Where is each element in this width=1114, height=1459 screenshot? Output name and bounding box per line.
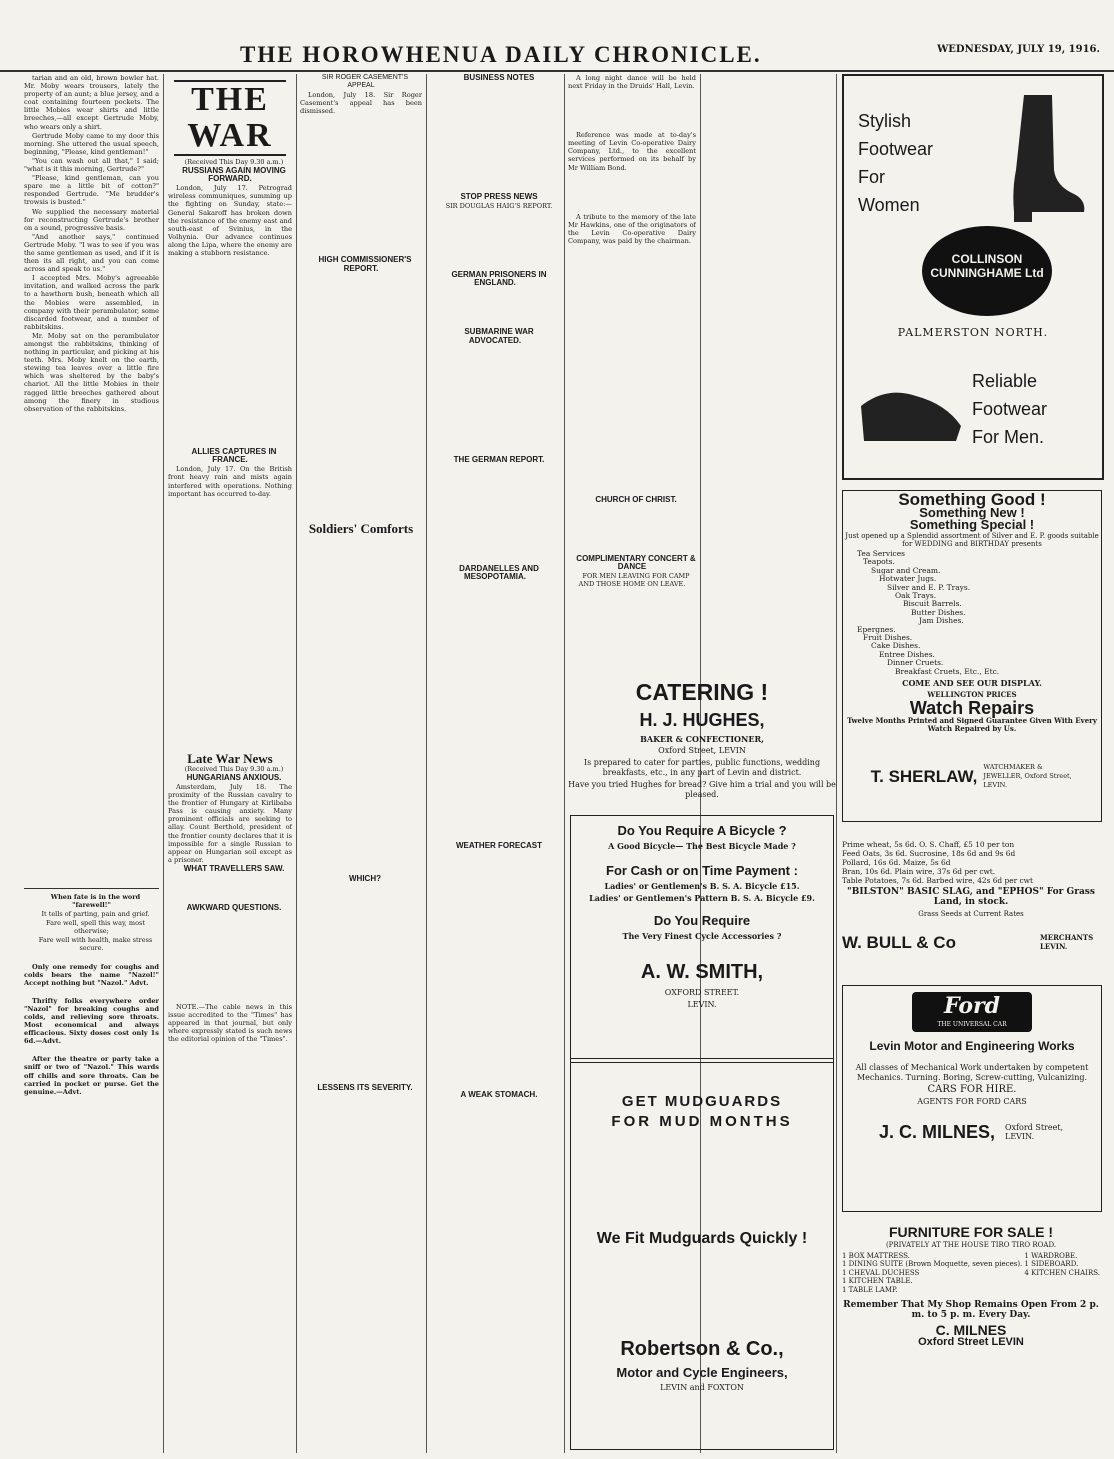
ad-heading: CATERING ! — [635, 679, 769, 705]
poem-line: Fare well with health, make stress secure. — [38, 936, 153, 953]
ad-heading: Something Good ! — [898, 490, 1046, 509]
column-rule — [564, 74, 565, 1453]
ad-price: Ladies' or Gentlemen's Pattern B. S. A. Bicycle £9. — [589, 893, 815, 903]
furniture-list — [842, 1252, 1100, 1294]
ad-heading: Women — [858, 195, 920, 215]
product-item: Biscuit Barrels. — [903, 599, 962, 609]
furniture-item: 1 TABLE LAMP. — [842, 1285, 898, 1294]
ad-signature: J. C. MILNES, Oxford Street, LEVIN. — [878, 1121, 1064, 1142]
ad-signature: W. BULL & Co MERCHANTS LEVIN. — [842, 932, 1094, 952]
section-heading: HUNGARIANS ANXIOUS. — [186, 772, 282, 782]
section-heading: A WEAK STOMACH. — [460, 1090, 538, 1100]
product-item: Jam Dishes. — [919, 616, 964, 626]
ad-heading: Reliable — [972, 371, 1038, 391]
news-paragraph: London, July 17. On the British front heavy rain and mists again interfered with operations. Nothing important has occurred to-day. — [168, 465, 292, 498]
furniture-item: 1 KITCHEN TABLE. — [842, 1277, 913, 1286]
ad-call: WELLINGTON PRICES — [927, 690, 1017, 700]
ad-heading: Levin Motor and Engineering Works — [869, 1039, 1075, 1053]
column-classifieds — [568, 74, 696, 674]
editorial-note: NOTE.—The cable news in this issue accredited to the "Times" has appeared in that journal, but only where expressly stated is such news the editorial opinion of the "Times". — [168, 1003, 292, 1044]
story-paragraph: "You can wash out all that," I said; "what is it this morning, Gertrude?" — [24, 156, 159, 174]
section-heading: THE GERMAN REPORT. — [453, 454, 545, 464]
classified-item: A tribute to the memory of the late Mr Hawkins, one of the originators of the Levin Co-operative Dairy Company, was paid by the chairman. — [568, 212, 696, 245]
section-heading: AWKWARD QUESTIONS. — [186, 903, 282, 912]
ad-address: LEVIN and FOXTON — [660, 1383, 744, 1392]
ad-body: Have you tried Hughes for bread? Give him a trial and you will be pleased. — [568, 780, 836, 799]
price-row: Prime wheat, 5s 6d. O. S. Chaff, £5 10 per ton — [842, 840, 1015, 849]
section-heading: CHURCH OF CHRIST. — [595, 495, 677, 505]
ad-call: COME AND SEE OUR DISPLAY. — [902, 678, 1042, 689]
ad-subheading: The Very Finest Cycle Accessories ? — [622, 931, 782, 941]
ad-address: LEVIN. — [687, 1000, 717, 1009]
ford-logo: Ford THE UNIVERSAL CAR — [912, 992, 1032, 1032]
brand-city: PALMERSTON NORTH. — [897, 326, 1049, 339]
poem-line: When fate is in the word "farewell!" — [50, 892, 141, 909]
soldiers-comforts-heading: Soldiers' Comforts — [308, 520, 414, 536]
ad-body: Just opened up a Splendid assortment of Silver and E. P. goods suitable for WEDDING and BIRTHDAY presents — [845, 532, 1099, 548]
price-row: Bran, 10s 6d. Plain wire, 37s 6d per cwt. — [842, 867, 996, 876]
ad-heading: Watch Repairs — [909, 698, 1035, 719]
ad-heading: Footwear — [858, 139, 934, 159]
furniture-item: 1 SIDEBOARD. — [1024, 1260, 1079, 1269]
story-paragraph: Gertrude Moby came to my door this morning. She uttered the usual speech, beginning, "Please, kind gentleman!" — [24, 131, 159, 156]
section-heading: SUBMARINE WAR ADVOCATED. — [464, 327, 534, 345]
ad-business-name: Robertson & Co., — [620, 1338, 784, 1360]
story-paragraph: tarian and an old, brown bowler hat. Mr. Moby wears trousers, lately the property of an aunt; a blue jersey, and a coat containing fourteen pockets. The little Mobies wear shirts and little breeches,—all except Gertrude Moby, who wears only a shirt. — [24, 74, 159, 131]
poem-line: It tells of parting, pain and grief. — [41, 910, 150, 919]
furniture-advert — [842, 1225, 1100, 1450]
section-heading: BUSINESS NOTES — [463, 74, 535, 82]
ad-address: OXFORD STREET. — [664, 988, 740, 997]
section-heading: SIR ROGER CASEMENT'S APPEAL — [321, 74, 409, 90]
section-heading: DARDANELLES AND MESOPOTAMIA. — [459, 563, 539, 581]
ad-price: Ladies' or Gentlemen's B. S. A. Bicycle £15. — [604, 881, 800, 891]
ad-subheading: A Good Bicycle— The Best Bicycle Made ? — [608, 841, 796, 851]
advert-text: After the theatre or party take a sniff or two of "Nazol." This wards off chills and sore throats. Can be carried in pocket or purse. Get the genuine.—Advt. — [24, 1055, 159, 1096]
section-heading: ALLIES CAPTURES IN FRANCE. — [191, 447, 277, 465]
section-heading: WHAT TRAVELLERS SAW. — [183, 863, 285, 873]
furniture-item: 1 BOX MATTRESS. — [842, 1252, 910, 1260]
poem-line: Fare well, spell this way, most otherwise; — [46, 919, 145, 936]
section-heading: GERMAN PRISONERS IN ENGLAND. — [451, 270, 547, 288]
product-item: Tea Services — [857, 549, 905, 558]
ad-heading: FOR MUD MONTHS — [611, 1113, 793, 1130]
story-paragraph: We supplied the necessary material for reconstructing Gertrude's brother on a sound, progressive basis. — [24, 207, 159, 232]
concert-subheading: FOR MEN LEAVING FOR CAMP AND THOSE HOME ON LEAVE. — [578, 572, 690, 589]
bicycle-advert — [570, 815, 834, 1063]
product-item: Teapots. — [863, 557, 895, 567]
news-paragraph: London, July 17. Petrograd wireless communiques, summing up the fighting on Sunday, state:—General Sakaroff has broken down the resistance of the enemy east and south-east of Svinius, in the Volhynia. Our advance continues along the Lipa, where the enemy are making a stubborn resistance. — [168, 184, 292, 258]
ad-body: All classes of Mechanical Work undertaken by competent Mechanics. Turning. Boring, Screw-cutting, Vulcanizing. — [855, 1063, 1089, 1082]
shoe-icon — [856, 366, 966, 456]
news-paragraph: London, July 18. Sir Roger Casement's appeal has been dismissed. — [300, 91, 422, 116]
ad-body: AGENTS FOR FORD CARS — [917, 1097, 1027, 1106]
product-item: Epergnes. — [857, 624, 896, 634]
product-item: Silver and E. P. Trays. — [887, 582, 971, 592]
furniture-item: 4 KITCHEN CHAIRS. — [1024, 1268, 1100, 1277]
ad-signature: T. SHERLAW, WATCHMAKER & JEWELLER, Oxford Street, LEVIN. — [870, 763, 1072, 790]
ad-trade: BAKER & CONFECTIONER, — [640, 734, 764, 744]
ad-business-name: H. J. HUGHES, — [639, 710, 765, 730]
story-paragraph: I accepted Mrs. Moby's agreeable invitation, and walked across the park to a hawthorn bush, beneath which all the Mobies were assembled, in company with their perambulator, some discarded footwear, and a number of rabbitskins. — [24, 274, 159, 331]
ad-body: CARS FOR HIRE. — [927, 1084, 1017, 1095]
ad-heading: Do You Require — [653, 913, 751, 928]
issue-date: WEDNESDAY, JULY 19, 1916. — [937, 44, 1100, 55]
advert-text: Only one remedy for coughs and colds bears the name "Nazol!" Accept nothing but "Nazol." Advt. — [24, 962, 159, 987]
catering-advert — [568, 675, 836, 810]
column-war-news — [168, 74, 292, 1453]
product-item: Sugar and Cream. — [871, 565, 941, 575]
ad-heading: Something New ! — [919, 505, 1025, 520]
ad-heading: FURNITURE FOR SALE ! — [888, 1224, 1054, 1240]
motor-works-advert — [842, 985, 1102, 1212]
product-item: Oak Trays. — [895, 591, 937, 601]
ad-body: Twelve Months Printed and Signed Guarantee Given With Every Watch Repaired by Us. — [847, 716, 1097, 734]
furniture-item: 1 CHEVAL DUCHESS — [842, 1268, 920, 1277]
price-row: Table Potatoes, 7s 6d. Barbed wire, 42s 6d per cwt — [842, 876, 1033, 885]
late-war-news-heading: Late War News — [187, 750, 273, 766]
ad-heading: GET MUDGUARDS — [621, 1093, 783, 1110]
section-heading: STOP PRESS NEWS — [460, 192, 538, 202]
price-row: Pollard, 16s 6d. Maize, 5s 6d — [842, 858, 951, 867]
brand-logo: COLLINSON CUNNINGHAME Ltd — [922, 226, 1052, 316]
ad-heading: For Cash or on Time Payment : — [606, 863, 798, 878]
ad-business-name: C. MILNES — [935, 1322, 1007, 1339]
price-list — [842, 840, 1100, 885]
classified-item: Reference was made at to-day's meeting of Levin Co-operative Dairy Company, Ltd., to the excellent services performed on its behalf by Mr William Bond. — [568, 131, 696, 172]
ad-trade: Motor and Cycle Engineers, — [616, 1365, 788, 1380]
ad-heading: For Men. — [972, 427, 1045, 447]
advert-text: Thrifty folks everywhere order "Nazol" for breaking coughs and colds, and relieving sore throats. Most economical and always efficacious. Sixty doses cost only 1s 6d.—Advt. — [24, 996, 159, 1046]
concert-heading: COMPLIMENTARY CONCERT & DANCE — [576, 554, 696, 572]
ad-heading: Do You Require A Bicycle ? — [617, 823, 787, 838]
product-item: Dinner Cruets. — [887, 658, 944, 668]
product-item: Breakfast Cruets, Etc., Etc. — [895, 666, 1000, 676]
footwear-advert — [842, 74, 1104, 480]
column-news — [300, 74, 422, 1453]
furniture-item: 1 WARDROBE. — [1024, 1252, 1078, 1260]
column-business — [430, 74, 560, 1453]
ad-heading: Footwear — [972, 399, 1048, 419]
product-list — [843, 550, 1101, 676]
ad-body: Remember That My Shop Remains Open From 2 p. m. to 5 p. m. Every Day. — [843, 1300, 1099, 1321]
ad-address: Oxford Street LEVIN — [918, 1336, 1024, 1349]
war-heading: THE WAR — [174, 80, 286, 156]
section-heading: RUSSIANS AGAIN MOVING FORWARD. — [182, 166, 286, 184]
ad-subheading: (PRIVATELY AT THE HOUSE TIRO TIRO ROAD. — [885, 1241, 1057, 1249]
ad-body: Grass Seeds at Current Rates — [918, 910, 1024, 918]
column-rule — [426, 74, 427, 1453]
price-row: Feed Oats, 3s 6d. Sucrosine, 18s 6d and 9s 6d — [842, 849, 1016, 858]
ad-address: Oxford Street, LEVIN — [658, 746, 746, 755]
column-rule — [163, 74, 164, 1453]
product-item: Hotwater Jugs. — [879, 574, 937, 584]
section-heading: WHICH? — [349, 873, 381, 883]
column-rule — [836, 74, 837, 1453]
boot-icon — [994, 90, 1089, 225]
cable-note: (Received This Day 9.30 a.m.) — [184, 764, 284, 773]
ad-body: Is prepared to cater for parties, public functions, wedding breakfasts, etc., in any part of Levin and district. — [583, 758, 821, 777]
story-paragraph: "And another says," continued Gertrude Moby. "I was to see if you was the same gentleman as used, and if it is then its all right, and you can come across and speak to us." — [24, 232, 159, 274]
ad-heading: We Fit Mudguards Quickly ! — [596, 1230, 808, 1247]
furniture-item: 1 DINING SUITE (Brown Moquette, seven pieces). — [842, 1260, 1023, 1269]
ad-business-name: A. W. SMITH, — [640, 961, 764, 983]
mudguards-advert — [570, 1058, 834, 1450]
ad-heading: For — [858, 167, 885, 187]
classified-item: A long night dance will be held next Friday in the Druids' Hall, Levin. — [568, 74, 696, 91]
product-item: Entree Dishes. — [879, 649, 935, 659]
section-heading: LESSENS ITS SEVERITY. — [317, 1082, 413, 1092]
section-heading: WEATHER FORECAST — [455, 840, 543, 850]
masthead-rule — [0, 70, 1114, 72]
ad-heading: Stylish — [858, 111, 912, 131]
product-item: Cake Dishes. — [871, 641, 921, 651]
ad-body: "BILSTON" BASIC SLAG, and "EPHOS" For Grass Land, in stock. — [847, 887, 1095, 907]
column-story — [24, 74, 159, 1453]
masthead — [0, 0, 1114, 67]
product-item: Fruit Dishes. — [863, 633, 913, 643]
product-item: Butter Dishes. — [911, 607, 966, 617]
ad-heading: Something Special ! — [909, 517, 1035, 532]
merchant-advert — [842, 840, 1100, 970]
cable-note: (Received This Day 9.30 a.m.) — [184, 158, 284, 166]
column-rule — [296, 74, 297, 1453]
section-subheading: SIR DOUGLAS HAIG'S REPORT. — [445, 202, 553, 211]
jeweller-advert — [842, 490, 1102, 822]
story-paragraph: "Please, kind gentleman, can you spare me a little bit of cotton?" responded Gertrude. "Me brudder's trowsis is busted." — [24, 174, 159, 207]
story-paragraph: Mr. Moby sat on the perambulator amongst the rabbitskins, thinking of nothing in particular, and picking at his teeth. Mrs. Moby knelt on the earth, stewing tea leaves over a little fire which was sheltered by the baby's chariot. All the little Mobies in their ragged little breeches gathered about among the finery in studious observation of the rabbitskins. — [24, 331, 159, 413]
section-heading: HIGH COMMISSIONER'S REPORT. — [318, 255, 412, 273]
newspaper-title: THE HOROWHENUA DAILY CHRONICLE. — [240, 42, 762, 67]
news-paragraph: Amsterdam, July 18. The proximity of the Russian cavalry to the frontier of Hungary at Kirlibaba Pass is causing anxiety. Many prominent officials are seeking to allay. Count Berthold, president of the frontier county declares that it is impossible for a single Russian to appear on Hungarian soil except as a prisoner. — [168, 782, 292, 864]
